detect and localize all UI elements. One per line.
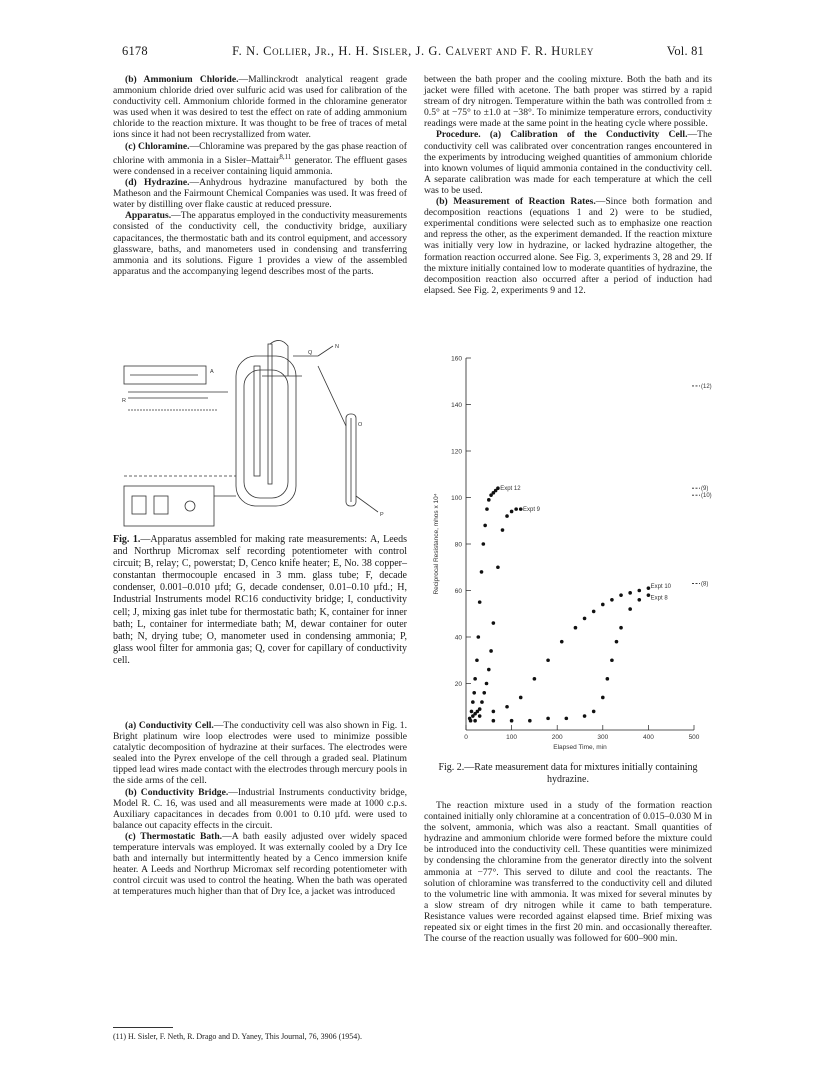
data-point-expt-8 bbox=[610, 658, 614, 662]
data-point-expt-12 bbox=[483, 524, 487, 528]
text-chloramine: —Chloramine was prepared by the gas phase reaction of chlorine with ammonia in a Sisler–Mattair bbox=[113, 140, 407, 166]
label-n: N bbox=[335, 344, 339, 350]
text-thermostatic-bath: —A bath easily adjusted over widely spaced temperature intervals was employed. It was externally cooled by a Dry Ice bath and internally but intermittently heated by a Cenco immersion knife heater. A Leeds and Northrup Micromax self recording potentiometer with control circuit was used to control the heating. When the bath was operated at temperatures much higher than that of Dry Ice, a jacket was introduced bbox=[113, 830, 408, 898]
data-point-expt-9 bbox=[482, 691, 486, 695]
running-head-authors: F. N. Collier, Jr., H. H. Sisler, J. G. Calvert and F. R. Hurley bbox=[232, 44, 594, 58]
paragraph-thermostatic-bath bbox=[113, 831, 407, 898]
series-annotation: Expt 12 bbox=[500, 486, 521, 493]
asymptote-label: (12) bbox=[701, 383, 712, 390]
data-point-expt-9 bbox=[505, 514, 509, 518]
paragraph-ammonium-chloride bbox=[113, 74, 407, 141]
data-point-expt-8 bbox=[583, 714, 587, 718]
data-point-expt-10 bbox=[610, 598, 614, 602]
footnote-rule bbox=[113, 1027, 173, 1028]
y-tick-label: 20 bbox=[454, 681, 462, 688]
data-point-expt-10 bbox=[574, 626, 578, 630]
data-point-expt-9 bbox=[519, 507, 523, 511]
text-chloramine-cont: generator. The effluent gases were condensed in a receiver containing liquid ammonia. bbox=[113, 154, 407, 177]
data-point-expt-12 bbox=[482, 542, 486, 546]
paragraph-formation-reaction bbox=[424, 800, 712, 944]
right-column-bottom bbox=[424, 800, 712, 944]
asymptote-label: (10) bbox=[701, 493, 712, 500]
data-point-expt-10 bbox=[492, 710, 496, 714]
paragraph-apparatus bbox=[113, 210, 407, 277]
asymptote-label: (9) bbox=[701, 486, 709, 493]
conductivity-cell bbox=[254, 366, 260, 476]
footnote-text: (11) H. Sisler, F. Neth, R. Drago and D. Yaney, This Journal, 76, 3906 (1954). bbox=[113, 1032, 362, 1041]
data-point-expt-8 bbox=[492, 719, 496, 723]
paragraph-calibration bbox=[424, 129, 712, 196]
data-point-expt-8 bbox=[647, 593, 651, 597]
data-point-expt-10 bbox=[628, 591, 632, 595]
figure-1-caption bbox=[113, 534, 407, 667]
data-point-expt-8 bbox=[601, 696, 605, 700]
data-point-expt-8 bbox=[546, 717, 550, 721]
x-tick-label: 500 bbox=[688, 734, 700, 741]
bridge-box bbox=[124, 486, 214, 526]
text-hydrazine: —Anhydrous hydrazine manufactured by both the Matheson and the Fairmount Chemical Companies was used. It was freed of water by distilling over flake caustic at reduced pressure. bbox=[113, 177, 407, 211]
x-tick-label: 400 bbox=[642, 734, 654, 741]
label-o: O bbox=[358, 422, 363, 428]
thermocouple-tube bbox=[268, 344, 272, 484]
paragraph-conductivity-bridge bbox=[113, 787, 407, 831]
x-tick-label: 0 bbox=[464, 734, 468, 741]
text-ammonium-chloride: —Mallinckrodt analytical reagent grade ammonium chloride dried over sulfuric acid was used for calibration of the conductivity cell. Ammonium chloride formed in the chloramine generator was used when it was desired to test the effect on rate of adding ammonium chloride to the reaction mixture. It was thought to be free of traces of metal ions since it had not been recrystallized from water. bbox=[113, 74, 408, 141]
heading-conductivity-cell: (a) Conductivity Cell. bbox=[125, 720, 214, 731]
data-point-expt-8 bbox=[619, 626, 623, 630]
text-apparatus: —The apparatus employed in the conductivity measurements consisted of the conductivity cell, the conductivity bridge, auxiliary capacitances, the thermostatic bath and its control equipment, and accessory glassware, baths, and manometers used in condensing and transferring ammonia and its solutions. Figure 1 provides a view of the assembled apparatus and the accompanying legend describes most of the parts. bbox=[113, 210, 407, 277]
paragraph-bath-continued bbox=[424, 74, 712, 129]
dewar-outer bbox=[236, 356, 296, 506]
data-point-expt-8 bbox=[565, 717, 569, 721]
data-point-expt-10 bbox=[601, 603, 605, 607]
x-tick-label: 300 bbox=[597, 734, 609, 741]
text-reaction-rates: —Since both formation and decomposition reactions (equations 1 and 2) were to be studied, experimental conditions were selected such as to emphasize one reaction and repress the other, as the experiment demanded. If the reaction mixture was initially very low in hydrazine, or lacked hydrazine altogether, the formation reaction occurred alone. See Fig. 3, experiments 3, 28 and 29. If the mixture initially contained low to moderate quantities of hydrazine, the decomposition reaction also occurred after a period of induction had elapsed. See Fig. 2, experiments 9 and 12. bbox=[424, 196, 712, 296]
data-point-expt-12 bbox=[475, 658, 479, 662]
heading-calibration: Procedure. (a) Calibration of the Conductivity Cell. bbox=[436, 129, 688, 141]
rate-chart bbox=[424, 344, 716, 764]
data-point-expt-12 bbox=[470, 710, 474, 714]
figure-2-caption-text: Fig. 2.—Rate measurement data for mixtures initially containing hydrazine. bbox=[438, 762, 698, 785]
volume-label: Vol. 81 bbox=[666, 44, 704, 58]
series-annotation: Expt 10 bbox=[650, 583, 672, 590]
y-axis-label: Reciprocal Resistance, mhos x 10⁴ bbox=[433, 493, 440, 595]
right-column-top bbox=[424, 74, 712, 296]
running-header bbox=[122, 44, 704, 62]
asymptote-label: (8) bbox=[701, 581, 709, 588]
data-point-expt-9 bbox=[501, 528, 505, 532]
label-q: Q bbox=[308, 350, 313, 356]
data-point-expt-10 bbox=[519, 696, 523, 700]
data-point-expt-8 bbox=[510, 719, 514, 723]
series-annotation: Expt 9 bbox=[523, 507, 541, 514]
data-point-expt-9 bbox=[480, 700, 484, 704]
x-axis-label: Elapsed Time, min bbox=[553, 744, 607, 751]
text-conductivity-bridge: —Industrial Instruments conductivity bridge, Model R. C. 16, was used and all measurements were made at 1000 c.p.s. Auxiliary capacitances in decades from 0.001 to 0.10 µfd. were used to balance out capacity effects in the circuit. bbox=[113, 786, 407, 831]
data-point-expt-8 bbox=[606, 677, 610, 681]
data-point-expt-12 bbox=[480, 570, 484, 574]
data-point-expt-9 bbox=[489, 649, 493, 653]
data-point-expt-12 bbox=[485, 507, 489, 511]
text-bath-continued: between the bath proper and the cooling mixture. Both the bath and its jacket were filled with acetone. The bath proper was stirred by a rapid stream of dry nitrogen. Temperature within the bath was controlled from ± 0.5° at −75° to ±1.0 at −38°. To minimize temperature errors, conductivity readings were made at the same point in the heating cycle where possible. bbox=[424, 74, 712, 130]
data-point-expt-8 bbox=[528, 719, 532, 723]
data-point-expt-8 bbox=[592, 710, 596, 714]
data-point-expt-10 bbox=[505, 705, 509, 709]
data-point-expt-10 bbox=[546, 658, 550, 662]
data-point-expt-12 bbox=[496, 486, 500, 490]
footnote bbox=[113, 1032, 407, 1042]
data-point-expt-8 bbox=[637, 598, 641, 602]
data-point-expt-10 bbox=[592, 610, 596, 614]
heading-hydrazine: (d) Hydrazine. bbox=[125, 177, 190, 189]
y-tick-label: 80 bbox=[454, 541, 462, 549]
x-tick-label: 200 bbox=[551, 734, 563, 741]
text-calibration: —The conductivity cell was calibrated over concentration ranges encountered in the experiments by introducing weighed quantities of ammonium chloride into known volumes of liquid ammonia contained in the conductivity cell. A separate calibration was made for each temperature at which the cell was to be used. bbox=[424, 129, 712, 196]
left-column-bottom bbox=[113, 720, 407, 898]
data-point-expt-12 bbox=[471, 700, 475, 704]
data-point-expt-12 bbox=[473, 677, 477, 681]
apparatus-figure bbox=[118, 336, 404, 530]
data-point-expt-10 bbox=[469, 719, 473, 723]
data-point-expt-12 bbox=[487, 498, 491, 502]
y-tick-label: 160 bbox=[451, 355, 462, 363]
paragraph-conductivity-cell bbox=[113, 720, 407, 787]
data-point-expt-10 bbox=[583, 617, 587, 621]
data-point-expt-10 bbox=[637, 589, 641, 593]
heading-ammonium-chloride: (b) Ammonium Chloride. bbox=[125, 74, 239, 85]
label-r: R bbox=[122, 398, 126, 404]
data-point-expt-10 bbox=[478, 714, 482, 718]
heading-thermostatic-bath: (c) Thermostatic Bath. bbox=[125, 830, 223, 842]
data-point-expt-8 bbox=[473, 719, 477, 723]
data-point-expt-9 bbox=[510, 510, 514, 514]
heading-conductivity-bridge: (b) Conductivity Bridge. bbox=[125, 786, 229, 798]
data-point-expt-9 bbox=[485, 682, 489, 686]
figure-2-caption bbox=[424, 762, 712, 786]
data-point-expt-12 bbox=[472, 691, 476, 695]
y-tick-label: 40 bbox=[454, 634, 462, 642]
data-point-expt-10 bbox=[647, 586, 651, 590]
heading-reaction-rates: (b) Measurement of Reaction Rates. bbox=[436, 196, 596, 208]
figure-1-caption-head: Fig. 1. bbox=[113, 534, 141, 545]
data-point-expt-8 bbox=[615, 640, 619, 644]
data-point-expt-10 bbox=[560, 640, 564, 644]
data-point-expt-12 bbox=[477, 635, 481, 639]
left-column-top bbox=[113, 74, 407, 277]
data-point-expt-8 bbox=[628, 607, 632, 611]
data-point-expt-10 bbox=[533, 677, 537, 681]
data-point-expt-9 bbox=[514, 507, 518, 511]
page-number: 6178 bbox=[122, 44, 148, 58]
series-annotation: Expt 8 bbox=[650, 595, 668, 602]
figure-1-caption-text: —Apparatus assembled for making rate measurements: A, Leeds and Northrup Micromax self recording potentiometer with control circuit; B, relay; C, powerstat; D, Cenco knife heater; E, No. 38 copper–constantan thermocouple encased in 3 mm. glass tube; F, decade condenser, 0.001–0.010 µfd; G, decade condenser, 0.01–0.10 µfd.; H, Industrial Instruments model RC16 conductivity bridge; I, conductivity cell; J, mixing gas inlet tube for thermostatic bath; K, container for inner bath; L, container for intermediate bath; M, dewar container for outer bath; N, drying tube; O, manometer used in condensing ammonia; P, glass wool filter for ammonia gas; Q, cover for capillary of conductivity cell. bbox=[113, 534, 408, 666]
dewar-inner bbox=[244, 370, 288, 498]
y-tick-label: 120 bbox=[451, 448, 462, 456]
x-tick-label: 100 bbox=[506, 734, 518, 741]
label-a: A bbox=[210, 369, 214, 375]
paragraph-reaction-rates bbox=[424, 196, 712, 296]
paragraph-hydrazine bbox=[113, 177, 407, 210]
heading-chloramine: (c) Chloramine. bbox=[125, 140, 190, 152]
text-formation-reaction: The reaction mixture used in a study of the formation reaction contained initially only chloramine at a concentration of 0.015–0.030 M in the solvent, ammonia, which was also a reactant. Small quantities of hydrazine and ammonium chloride were formed before the mixture could be introduced into the conductivity cell. These quantities were minimized by condensing the chloramine from the generator directly into the solvent ammonia at −77°. This served to dilute and cool the reactants. The solution of chloramine was transferred to the conductivity cell and diluted to the volumetric line with ammonia. It was mixed for several minutes by a slow stream of dry nitrogen while it came to bath temperature. Resistance values were recorded against elapsed time. Brief mixing was repeated six or eight times in the first 20 min. and occasionally thereafter. The course of the reaction usually was followed for 600–900 min. bbox=[424, 800, 712, 945]
data-point-expt-9 bbox=[478, 707, 482, 711]
paragraph-chloramine bbox=[113, 141, 407, 177]
y-tick-label: 60 bbox=[454, 588, 462, 595]
data-point-expt-12 bbox=[478, 600, 482, 604]
data-point-expt-10 bbox=[619, 593, 623, 597]
y-tick-label: 140 bbox=[451, 402, 462, 409]
data-point-expt-9 bbox=[492, 621, 496, 625]
data-point-expt-9 bbox=[496, 565, 500, 569]
data-point-expt-9 bbox=[487, 668, 491, 672]
footnote-ref: 8,11 bbox=[279, 152, 292, 161]
heading-apparatus: Apparatus. bbox=[125, 210, 172, 222]
label-p: P bbox=[380, 512, 384, 518]
text-conductivity-cell: —The conductivity cell was also shown in Fig. 1. Bright platinum wire loop electrodes were used to minimize possible catalytic decomposition of hydrazine at their surfaces. The electrodes were sealed into the Pyrex envelope of the cell through a graded seal. Platinum tipped lead wires made contact with the electrodes through mercury pools in the side arms of the cell. bbox=[113, 720, 407, 787]
y-tick-label: 100 bbox=[451, 495, 462, 502]
